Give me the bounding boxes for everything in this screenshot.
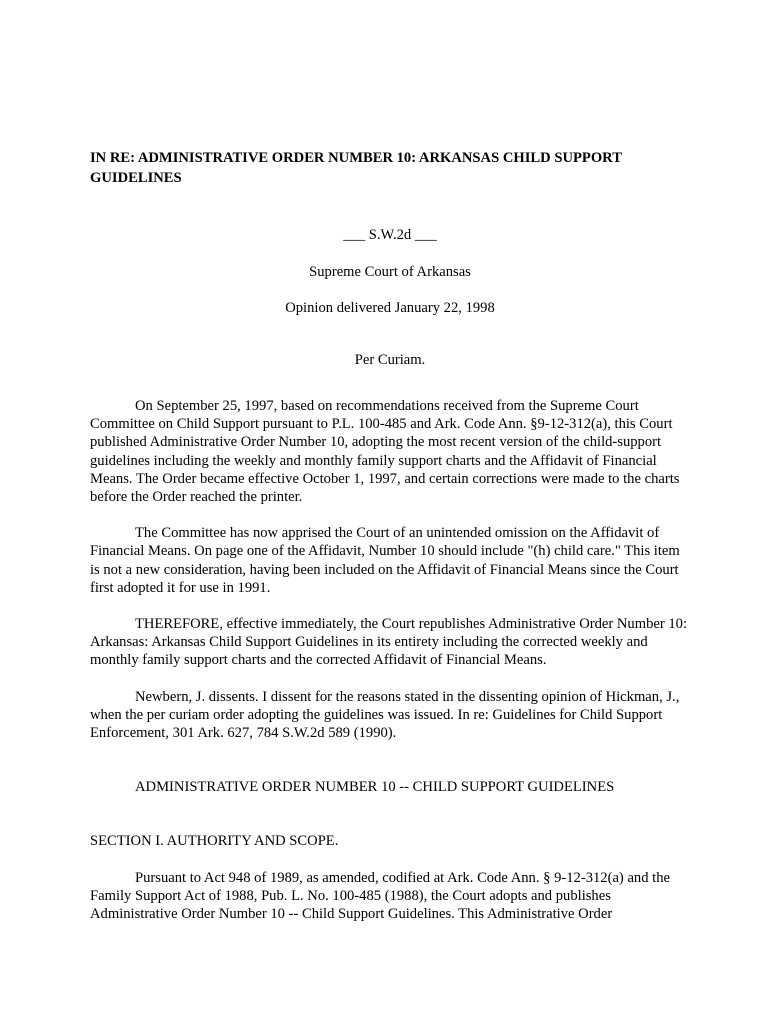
section-heading: SECTION I. AUTHORITY AND SCOPE. [90,833,339,850]
opinion-date: Opinion delivered January 22, 1998 [285,300,495,316]
document-title: IN RE: ADMINISTRATIVE ORDER NUMBER 10: ARKANSAS CHILD SUPPORT GUIDELINES [90,150,622,186]
section-paragraph: Pursuant to Act 948 of 1989, as amended, codified at Ark. Code Ann. § 9-12-312(a) and the Family Support Act of 1988, Pub. L. No. 100-485 (1988), the Court adopts and publishes Administrative Order Number 10 -- Child Support Guidelines. This Administrative Order [90,869,670,923]
paragraph-3: THEREFORE, effective immediately, the Court republishes Administrative Order Number 10: Arkansas: Arkansas Child Support Guidelines in its entirety including the corrected weekly and monthly family support charts and the corrected Affidavit of Financial Means. [90,616,688,669]
court-name: Supreme Court of Arkansas [309,264,471,280]
paragraph-4: Newbern, J. dissents. I dissent for the reasons stated in the dissenting opinion of Hickman, J., when the per curiam order adopting the guidelines was issued. In re: Guidelines for Child Support Enforcement, 301 Ark. 627, 784 S.W.2d 589 (1990). [90,688,680,742]
paragraph-2: The Committee has now apprised the Court of an unintended omission on the Affidavit of Financial Means. On page one of the Affidavit, Number 10 should include "(h) child care." This item is not a new consideration, having been included on the Affidavit of Financial Means since the Court first adopted it for use in 1991. [90,525,680,596]
paragraph-1: On September 25, 1997, based on recommendations received from the Supreme Court Committee on Child Support pursuant to P.L. 100-485 and Ark. Code Ann. §9-12-312(a), this Court published Administrative Order Number 10, adopting the most recent version of the child-support guidelines including the weekly and monthly family support charts and the Affidavit of Financial Means. The Order became effective October 1, 1997, and certain corrections were made to the charts before the Order reached the printer. [90,398,680,506]
order-heading: ADMINISTRATIVE ORDER NUMBER 10 -- CHILD SUPPORT GUIDELINES [135,779,615,796]
citation: ___ S.W.2d ___ [343,227,437,243]
per-curiam: Per Curiam. [354,352,426,368]
document-page [90,148,690,923]
